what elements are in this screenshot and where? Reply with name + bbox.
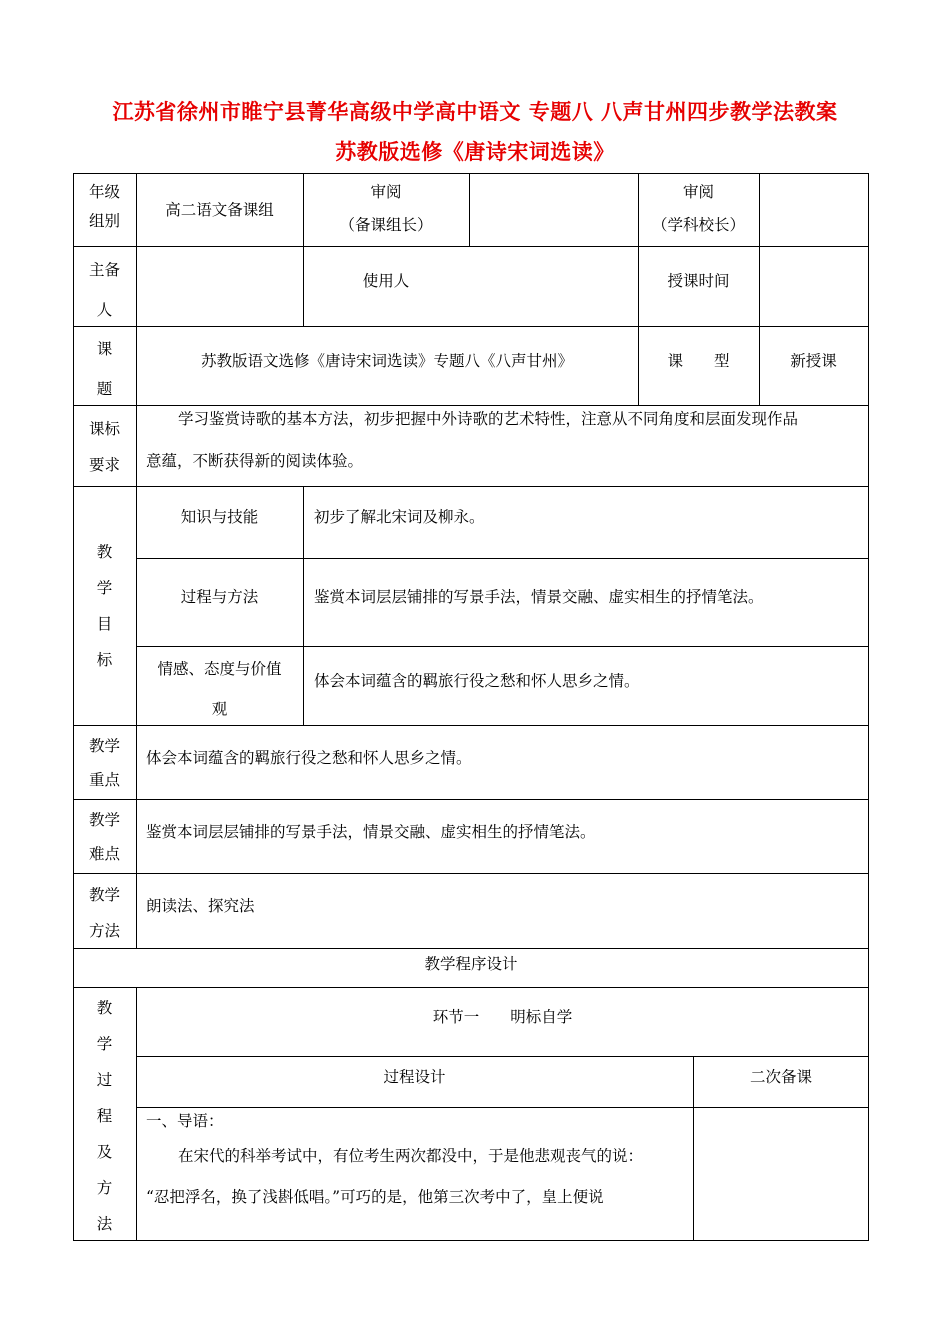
topic-value: 苏教版语文选修《唐诗宋词选读》专题八《八声甘州》 (200, 352, 573, 370)
lesson-type-label: 课 型 (667, 352, 730, 370)
topic-label: 课 题 (96, 340, 113, 398)
standard-text-line1: 学习鉴赏诗歌的基本方法，初步把握中外诗歌的艺术特性，注意从不同角度和层面发现作品 (178, 410, 799, 428)
grade-group-label-l2: 组别 (88, 212, 120, 230)
process-design-header: 过程设计 (383, 1068, 446, 1086)
review-teamlead-label: 审阅 （备课组长） (339, 183, 433, 234)
intro-text-line2: “忍把浮名，换了浅斟低唱。”可巧的是，他第三次考中了，皇上便说 (146, 1188, 604, 1206)
grade-group-label (73, 178, 136, 236)
difficulty-text: 鉴赏本词层层铺排的写景手法，情景交融、虚实相生的抒情笔法。 (146, 823, 596, 841)
lesson-type-value: 新授课 (790, 352, 837, 370)
method-text: 朗读法、探究法 (146, 897, 255, 915)
intro-text-line1: 在宋代的科举考试中，有位考生两次都没中，于是他悲观丧气的说： (178, 1147, 644, 1165)
objective-process-text: 鉴赏本词层层铺排的写景手法，情景交融、虚实相生的抒情笔法。 (314, 588, 764, 606)
program-design-heading: 教学程序设计 (424, 955, 518, 973)
objectives-label: 教 学 目 标 (96, 543, 113, 669)
objective-process-name: 过程与方法 (180, 588, 259, 606)
key-point-text: 体会本词蕴含的羁旅行役之愁和怀人思乡之情。 (146, 749, 472, 767)
preparer-label: 主备 人 (88, 261, 120, 319)
standard-label: 课标 要求 (88, 420, 120, 474)
grade-group-label-l1: 年级 (88, 183, 120, 201)
method-label: 教学 方法 (88, 886, 120, 940)
intro-heading: 一、导语： (146, 1112, 224, 1130)
document-title-line2: 苏教版选修《唐诗宋词选读》 (335, 139, 615, 164)
process-label: 教 学 过 程 及 方 法 (96, 999, 113, 1233)
objective-knowledge-name: 知识与技能 (180, 508, 259, 526)
document-title-line1: 江苏省徐州市睢宁县菁华高级中学高中语文 专题八 八声甘州四步教学法教案 (112, 99, 838, 124)
difficulty-label: 教学 难点 (88, 811, 120, 863)
objective-knowledge-text: 初步了解北宋词及柳永。 (314, 508, 485, 526)
objective-emotion-text: 体会本词蕴含的羁旅行役之愁和怀人思乡之情。 (314, 672, 640, 690)
process-stage-title: 环节一 明标自学 (432, 1008, 573, 1026)
key-point-label: 教学 重点 (88, 737, 120, 789)
second-prep-header: 二次备课 (749, 1068, 812, 1086)
user-label: 使用人 (362, 272, 410, 290)
review-principal-label: 审阅 （学科校长） (651, 183, 745, 234)
objective-emotion-name: 情感、态度与价值 观 (157, 660, 282, 718)
standard-text-line2: 意蕴，不断获得新的阅读体验。 (146, 452, 364, 470)
grade-group-value: 高二语文备课组 (165, 201, 274, 219)
teaching-time-label: 授课时间 (667, 272, 730, 290)
